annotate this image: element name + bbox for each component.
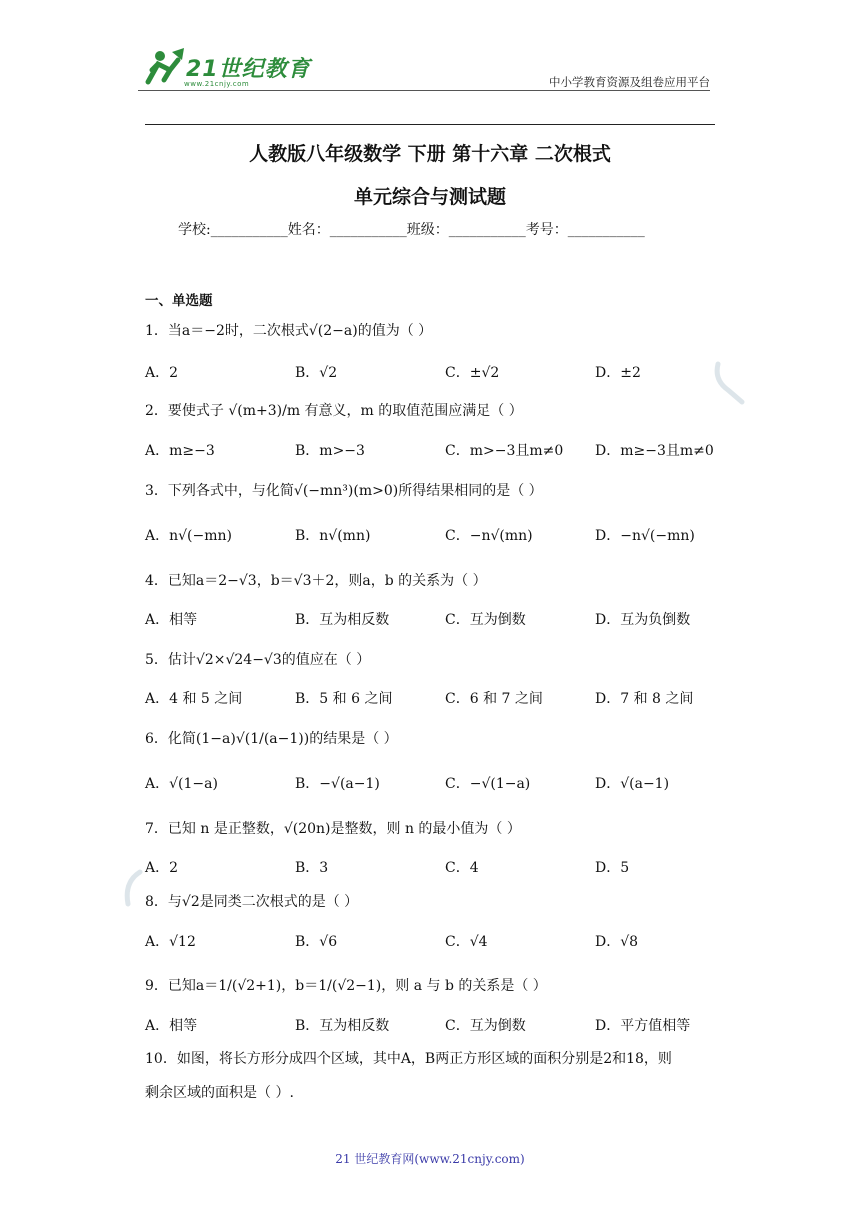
- option-a: A．4 和 5 之间: [145, 691, 243, 707]
- option-c: C．m>−3且m≠0: [445, 443, 564, 459]
- option-b: B．m>−3: [295, 443, 365, 459]
- watermark-mark-icon: [118, 868, 146, 908]
- option-d: D．5: [595, 860, 630, 876]
- option-d: D．互为负倒数: [595, 612, 691, 628]
- title-rule: [145, 124, 715, 125]
- logo-url: www.21cnjy.com: [184, 80, 250, 88]
- document-title: 人教版八年级数学 下册 第十六章 二次根式: [249, 143, 611, 165]
- option-d: D．√(a−1): [595, 776, 670, 792]
- question-6: 6．化简(1−a)√(1/(a−1))的结果是（ ）: [145, 731, 398, 747]
- option-a: A．相等: [145, 1018, 198, 1034]
- option-b: B．5 和 6 之间: [295, 691, 393, 707]
- option-d: D．m≥−3且m≠0: [595, 443, 714, 459]
- option-a: A．√(1−a): [145, 776, 218, 792]
- option-c: C．6 和 7 之间: [445, 691, 543, 707]
- option-b: B．√2: [295, 365, 338, 381]
- option-b: B．n√(mn): [295, 528, 371, 544]
- option-b: B．互为相反数: [295, 612, 390, 628]
- option-b: B．√6: [295, 934, 338, 950]
- logo-text: 21世纪教育: [186, 57, 311, 82]
- question-9: 9．已知a＝1/(√2+1)，b＝1/(√2−1)，则 a 与 b 的关系是（ ）: [145, 978, 547, 994]
- option-c: C．−n√(mn): [445, 528, 533, 544]
- option-a: A．√12: [145, 934, 196, 950]
- option-b: B．3: [295, 860, 329, 876]
- header-rule: [138, 90, 710, 91]
- option-c: C．√4: [445, 934, 488, 950]
- option-d: D．±2: [595, 365, 641, 381]
- option-d: D．−n√(−mn): [595, 528, 695, 544]
- question-8: 8．与√2是同类二次根式的是（ ）: [145, 894, 359, 910]
- question-10: 10．如图，将长方形分成四个区域，其中A，B两正方形区域的面积分别是2和18，则: [145, 1051, 672, 1067]
- option-a: A．n√(−mn): [145, 528, 232, 544]
- option-b: B．互为相反数: [295, 1018, 390, 1034]
- option-d: D．平方值相等: [595, 1018, 691, 1034]
- document-subtitle: 单元综合与测试题: [353, 186, 506, 208]
- option-a: A．相等: [145, 612, 198, 628]
- option-c: C．4: [445, 860, 479, 876]
- option-c: C．互为倒数: [445, 1018, 526, 1034]
- question-10-continued: 剩余区域的面积是（ ）.: [145, 1085, 294, 1101]
- section-title: 一、单选题: [145, 293, 213, 309]
- option-d: D．7 和 8 之间: [595, 691, 694, 707]
- question-3: 3．下列各式中，与化简√(−mn³)(m>0)所得结果相同的是（ ）: [145, 483, 543, 499]
- option-d: D．√8: [595, 934, 639, 950]
- option-a: A．2: [145, 860, 179, 876]
- option-a: A．m≥−3: [145, 443, 215, 459]
- option-c: C．−√(1−a): [445, 776, 531, 792]
- question-7: 7．已知 n 是正整数，√(20n)是整数，则 n 的最小值为（ ）: [145, 821, 521, 837]
- footer-source: 21 世纪教育网(www.21cnjy.com): [335, 1152, 525, 1166]
- question-1: 1．当a＝−2时，二次根式√(2−a)的值为（ ）: [145, 323, 433, 339]
- question-5: 5．估计√2×√24−√3的值应在（ ）: [145, 652, 371, 668]
- platform-name: 中小学教育资源及组卷应用平台: [549, 75, 710, 89]
- option-a: A．2: [145, 365, 179, 381]
- watermark-mark-icon: [712, 360, 748, 408]
- option-c: C．±√2: [445, 365, 500, 381]
- question-4: 4．已知a＝2−√3，b＝√3＋2，则a，b 的关系为（ ）: [145, 573, 487, 589]
- option-c: C．互为倒数: [445, 612, 526, 628]
- option-b: B．−√(a−1): [295, 776, 380, 792]
- student-info-line: 学校:___________姓名：___________班级：___________考号：___________: [178, 222, 645, 238]
- question-2: 2．要使式子 √(m+3)/m 有意义，m 的取值范围应满足（ ）: [145, 403, 523, 419]
